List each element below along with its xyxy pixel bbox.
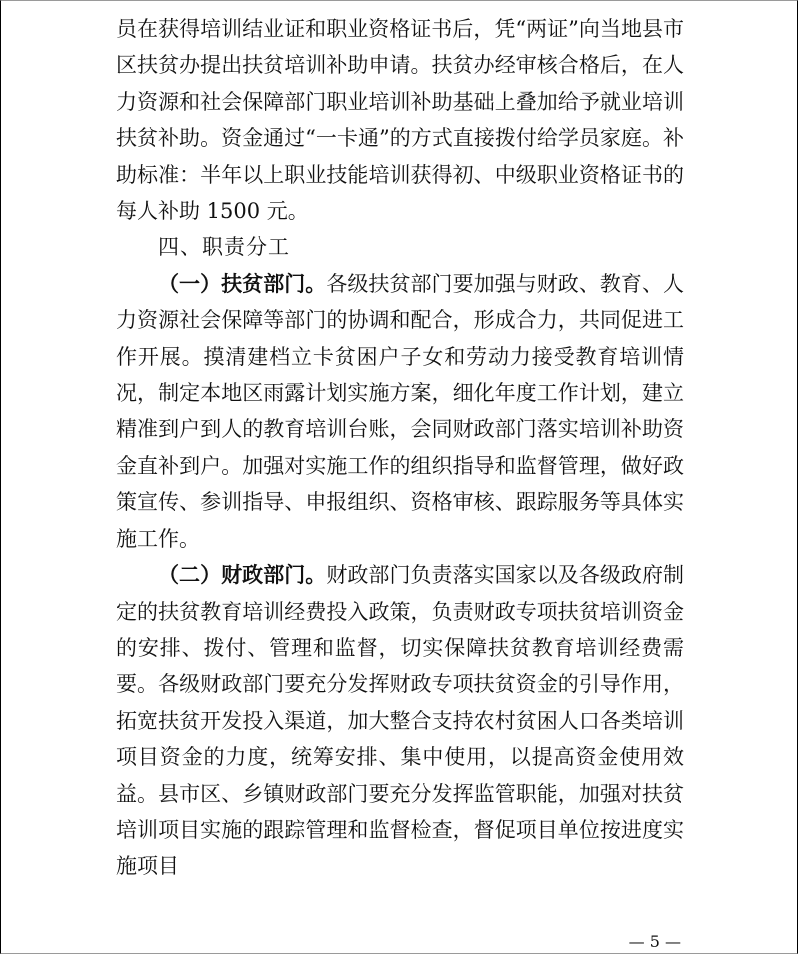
paragraph-poverty-department xyxy=(116,266,684,557)
section-heading-responsibilities: 四、职责分工 xyxy=(158,235,290,260)
paragraph-text-poverty-department: 各级扶贫部门要加强与财政、教育、人力资源社会保障等部门的协调和配合，形成合力，共同促进工作开展。摸清建档立卡贫困户子女和劳动力接受教育培训情况，制定本地区雨露计划实施方案，细化年度工作计划，建立精准到户到人的教育培训台账，会同财政部门落实培训补助资金直补到户。加强对实施工作的组织指导和监督管理，做好政策宣传、参训指导、申报组织、资格审核、跟踪服务等具体实施工作。 xyxy=(116,271,685,551)
paragraph-subsidy-standard: 员在获得培训结业证和职业资格证书后，凭“两证”向当地县市区扶贫办提出扶贫培训补助申请。扶贫办经审核合格后，在人力资源和社会保障部门职业培训补助基础上叠加给予就业培训扶贫补助。资金通过“一卡通”的方式直接拨付给学员家庭。补助标准：半年以上职业技能培训获得初、中级职业资格证书的每人补助 1500 元。 xyxy=(116,17,684,224)
document-body xyxy=(116,11,684,885)
paragraph-label-finance-department: （二）财政部门。 xyxy=(158,562,327,588)
page-number: — 5 — xyxy=(628,932,681,951)
paragraph-finance-department xyxy=(116,557,684,885)
paragraph-text-finance-department: 财政部门负责落实国家以及各级政府制定的扶贫教育培训经费投入政策，负责财政专项扶贫培训资金的安排、拨付、管理和监督，切实保障扶贫教育培训经费需要。各级财政部门要充分发挥财政专项扶贫资金的引导作用，拓宽扶贫开发投入渠道，加大整合支持农村贫困人口各类培训项目资金的力度，统筹安排、集中使用，以提高资金使用效益。县市区、乡镇财政部门要充分发挥监管职能，加强对扶贫培训项目实施的跟踪管理和监督检查，督促项目单位按进度实施项目 xyxy=(116,563,685,879)
paragraph-label-poverty-department: （一）扶贫部门。 xyxy=(158,270,327,296)
